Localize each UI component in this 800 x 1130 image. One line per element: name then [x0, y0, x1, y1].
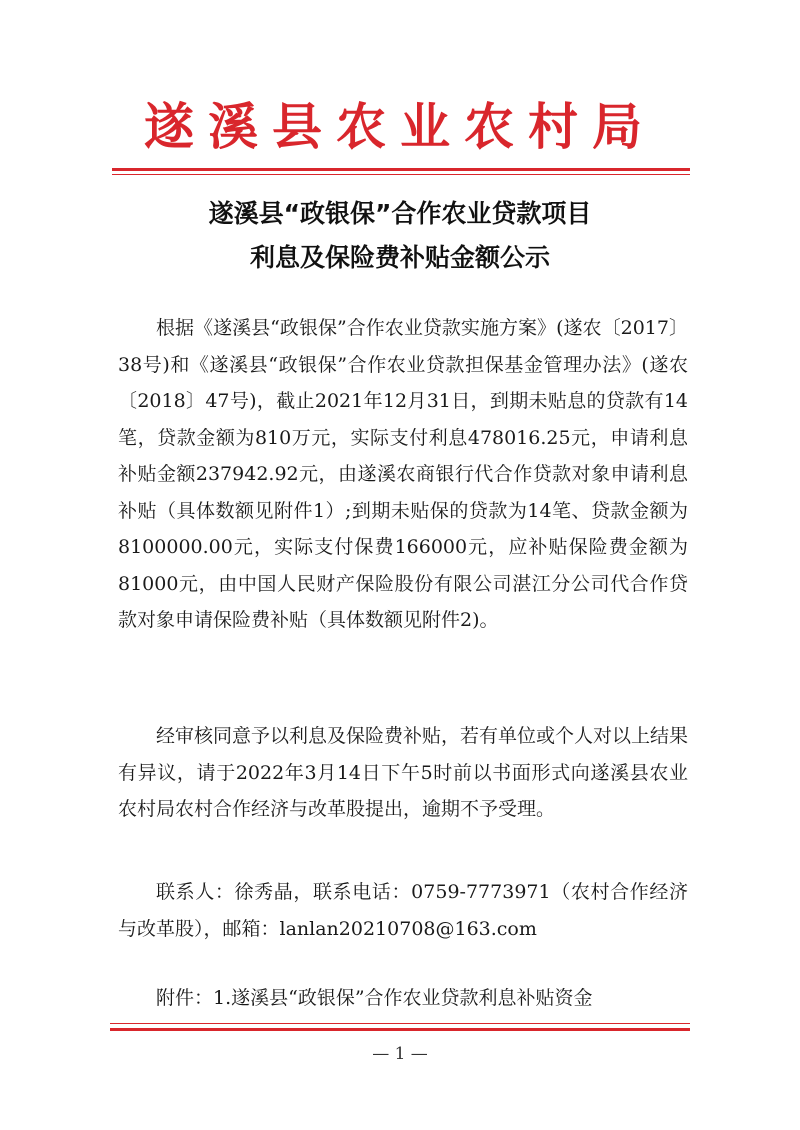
header-organization-title: 遂溪县农业农村局 [144, 97, 656, 156]
body-paragraph-objection: 经审核同意予以利息及保险费补贴，若有单位或个人对以上结果有异议，请于2022年3月14日下午5时前以书面形式向遂溪县农业农村局农村合作经济与改革股提出，逾期不予受理。 [118, 725, 689, 820]
body-paragraph-attachment: 附件：1.遂溪县“政银保”合作农业贷款利息补贴资金 [156, 987, 593, 1009]
document-title-line1: 遂溪县“政银保”合作农业贷款项目 [208, 199, 592, 228]
body-paragraph-basis: 根据《遂溪县“政银保”合作农业贷款实施方案》(遂农〔2017〕38号)和《遂溪县“政银保”合作农业贷款担保基金管理办法》(遂农〔2018〕47号)，截止2021年12月31日，到期未贴息的贷款有14笔，贷款金额为810万元，实际支付利息478016.25元，申请利息补贴金额237942.92元，由遂溪农商银行代合作贷款对象申请利息补贴（具体数额见附件1）;到期未贴保的贷款为14笔、贷款金额为8100000.00元，实际支付保费166000元，应补贴保险费金额为81000元，由中国人民财产保险股份有限公司湛江分公司代合作贷款对象申请保险费补贴（具体数额见附件2)。 [118, 317, 688, 631]
header-red-rule-thin [112, 174, 690, 175]
footer-red-rule-thin [110, 1023, 690, 1024]
header-red-rule [112, 168, 690, 171]
footer-red-rule [110, 1028, 690, 1031]
body-paragraph-contact: 联系人：徐秀晶，联系电话：0759-7773971（农村合作经济与改革股），邮箱：lanlan20210708@163.com [118, 881, 688, 940]
document-title-line2: 利息及保险费补贴金额公示 [249, 243, 550, 272]
page-number: — 1 — [372, 1044, 428, 1064]
